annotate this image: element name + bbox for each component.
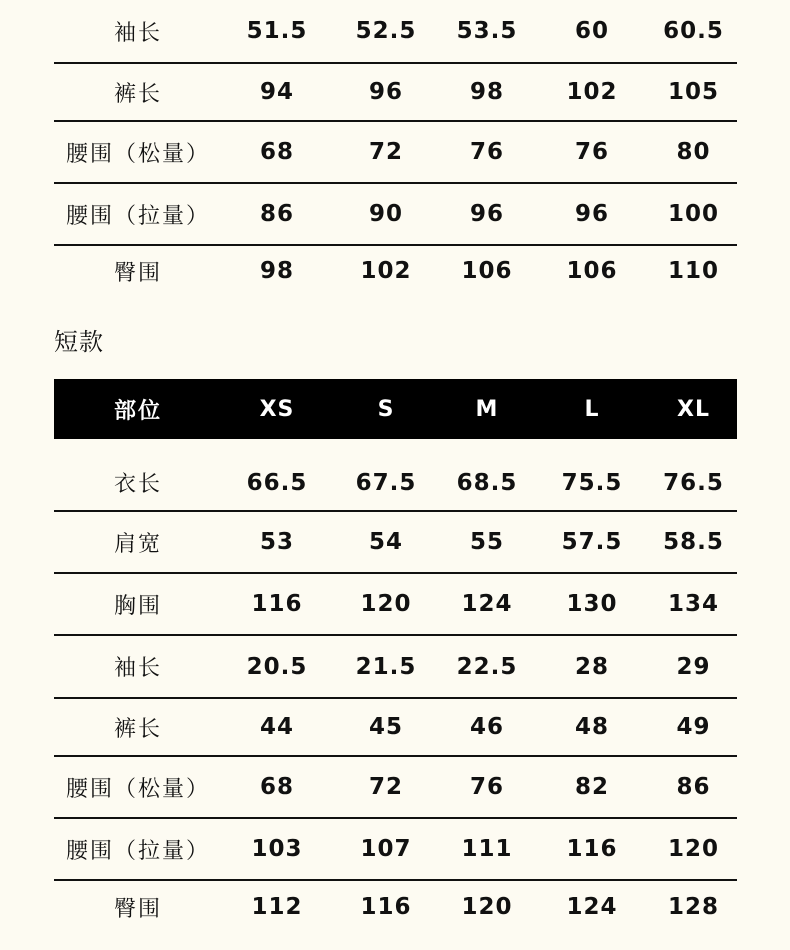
size-value: 86: [259, 201, 294, 227]
size-value: 96: [574, 201, 609, 227]
table-row: [54, 574, 737, 636]
size-value: 54: [368, 529, 403, 555]
size-value: 66.5: [246, 469, 308, 496]
table-row: [54, 636, 737, 699]
size-value: 120: [461, 894, 513, 920]
size-value: 72: [368, 139, 403, 165]
size-value: 124: [461, 591, 513, 617]
size-value: 107: [360, 836, 412, 862]
long-size-table: [54, 0, 737, 300]
size-value: 48: [574, 714, 609, 740]
table-row: [54, 819, 737, 881]
size-value: 98: [259, 258, 294, 284]
size-value: 29: [676, 653, 711, 680]
size-value: 120: [360, 591, 412, 617]
part-label: 袖长: [113, 20, 162, 46]
size-value: 76: [469, 774, 504, 800]
size-value: 112: [251, 894, 303, 920]
size-value: 94: [259, 79, 294, 105]
table-row: [54, 246, 737, 296]
part-label: 裤长: [113, 81, 162, 107]
size-value: 134: [667, 591, 719, 617]
size-value: 98: [469, 79, 504, 105]
size-value: 53.5: [456, 18, 518, 44]
part-label: 腰围（松量）: [65, 776, 210, 802]
size-value: 53: [259, 529, 294, 555]
size-value: 124: [566, 894, 618, 920]
size-value: 28: [574, 653, 609, 680]
table-header: [54, 379, 737, 439]
size-value: 60: [574, 18, 609, 44]
size-value: 130: [566, 591, 618, 617]
size-value: 110: [667, 258, 719, 284]
size-value: 80: [676, 139, 711, 165]
table-row: [54, 512, 737, 574]
table-row: [54, 0, 737, 64]
size-value: 52.5: [355, 18, 417, 44]
size-value: 116: [360, 894, 412, 920]
size-value: 45: [368, 714, 403, 740]
size-value: 100: [667, 201, 719, 227]
table-row: [54, 699, 737, 757]
part-label: 腰围（松量）: [65, 141, 210, 167]
size-value: 76: [574, 139, 609, 165]
size-value: 58.5: [663, 529, 724, 555]
size-value: 105: [667, 79, 719, 105]
size-value: 57.5: [561, 529, 623, 555]
part-label: 腰围（拉量）: [65, 838, 210, 864]
header-size-s: S: [377, 396, 395, 422]
part-label: 腰围（拉量）: [65, 203, 210, 229]
size-value: 106: [461, 258, 513, 284]
size-value: 49: [676, 714, 711, 740]
table-row: [54, 184, 737, 246]
size-value: 82: [574, 774, 609, 800]
size-value: 68.5: [456, 469, 518, 496]
header-size-m: M: [475, 396, 499, 422]
size-value: 111: [461, 836, 513, 862]
part-label: 胸围: [113, 593, 162, 619]
part-label: 肩宽: [113, 531, 162, 557]
header-size-xs: XS: [259, 396, 295, 422]
size-value: 46: [469, 714, 504, 740]
size-value: 60.5: [663, 18, 724, 44]
size-value: 67.5: [355, 469, 417, 496]
size-value: 120: [667, 836, 719, 862]
part-label: 袖长: [113, 656, 162, 681]
table-row: [54, 757, 737, 819]
size-value: 102: [360, 258, 412, 284]
table-row: [54, 64, 737, 122]
size-value: 20.5: [246, 653, 308, 680]
part-label: 衣长: [113, 472, 162, 497]
size-value: 68: [259, 139, 294, 165]
size-value: 44: [259, 714, 294, 740]
size-value: 106: [566, 258, 618, 284]
size-value: 102: [566, 79, 618, 105]
size-value: 96: [469, 201, 504, 227]
size-value: 90: [368, 201, 403, 227]
size-value: 68: [259, 774, 294, 800]
size-value: 116: [566, 836, 618, 862]
size-value: 96: [368, 79, 403, 105]
table-row: [54, 881, 737, 933]
size-value: 75.5: [561, 469, 623, 496]
part-label: 裤长: [113, 716, 162, 742]
size-value: 116: [251, 591, 303, 617]
header-size-xl: XL: [677, 396, 710, 422]
size-value: 22.5: [456, 653, 518, 680]
size-value: 72: [368, 774, 403, 800]
size-value: 86: [676, 774, 711, 800]
part-label: 臀围: [113, 260, 162, 286]
header-part: 部位: [113, 398, 162, 424]
size-value: 76: [469, 139, 504, 165]
section-title: 短款: [54, 328, 104, 356]
table-row: [54, 455, 737, 512]
size-value: 55: [469, 529, 504, 555]
table-row: [54, 122, 737, 184]
size-value: 21.5: [355, 653, 417, 680]
part-label: 臀围: [113, 896, 162, 922]
size-value: 76.5: [663, 469, 724, 496]
size-value: 128: [667, 894, 719, 920]
size-value: 103: [251, 836, 303, 862]
short-size-table: [54, 455, 737, 935]
size-value: 51.5: [246, 18, 308, 44]
header-size-l: L: [584, 396, 600, 422]
